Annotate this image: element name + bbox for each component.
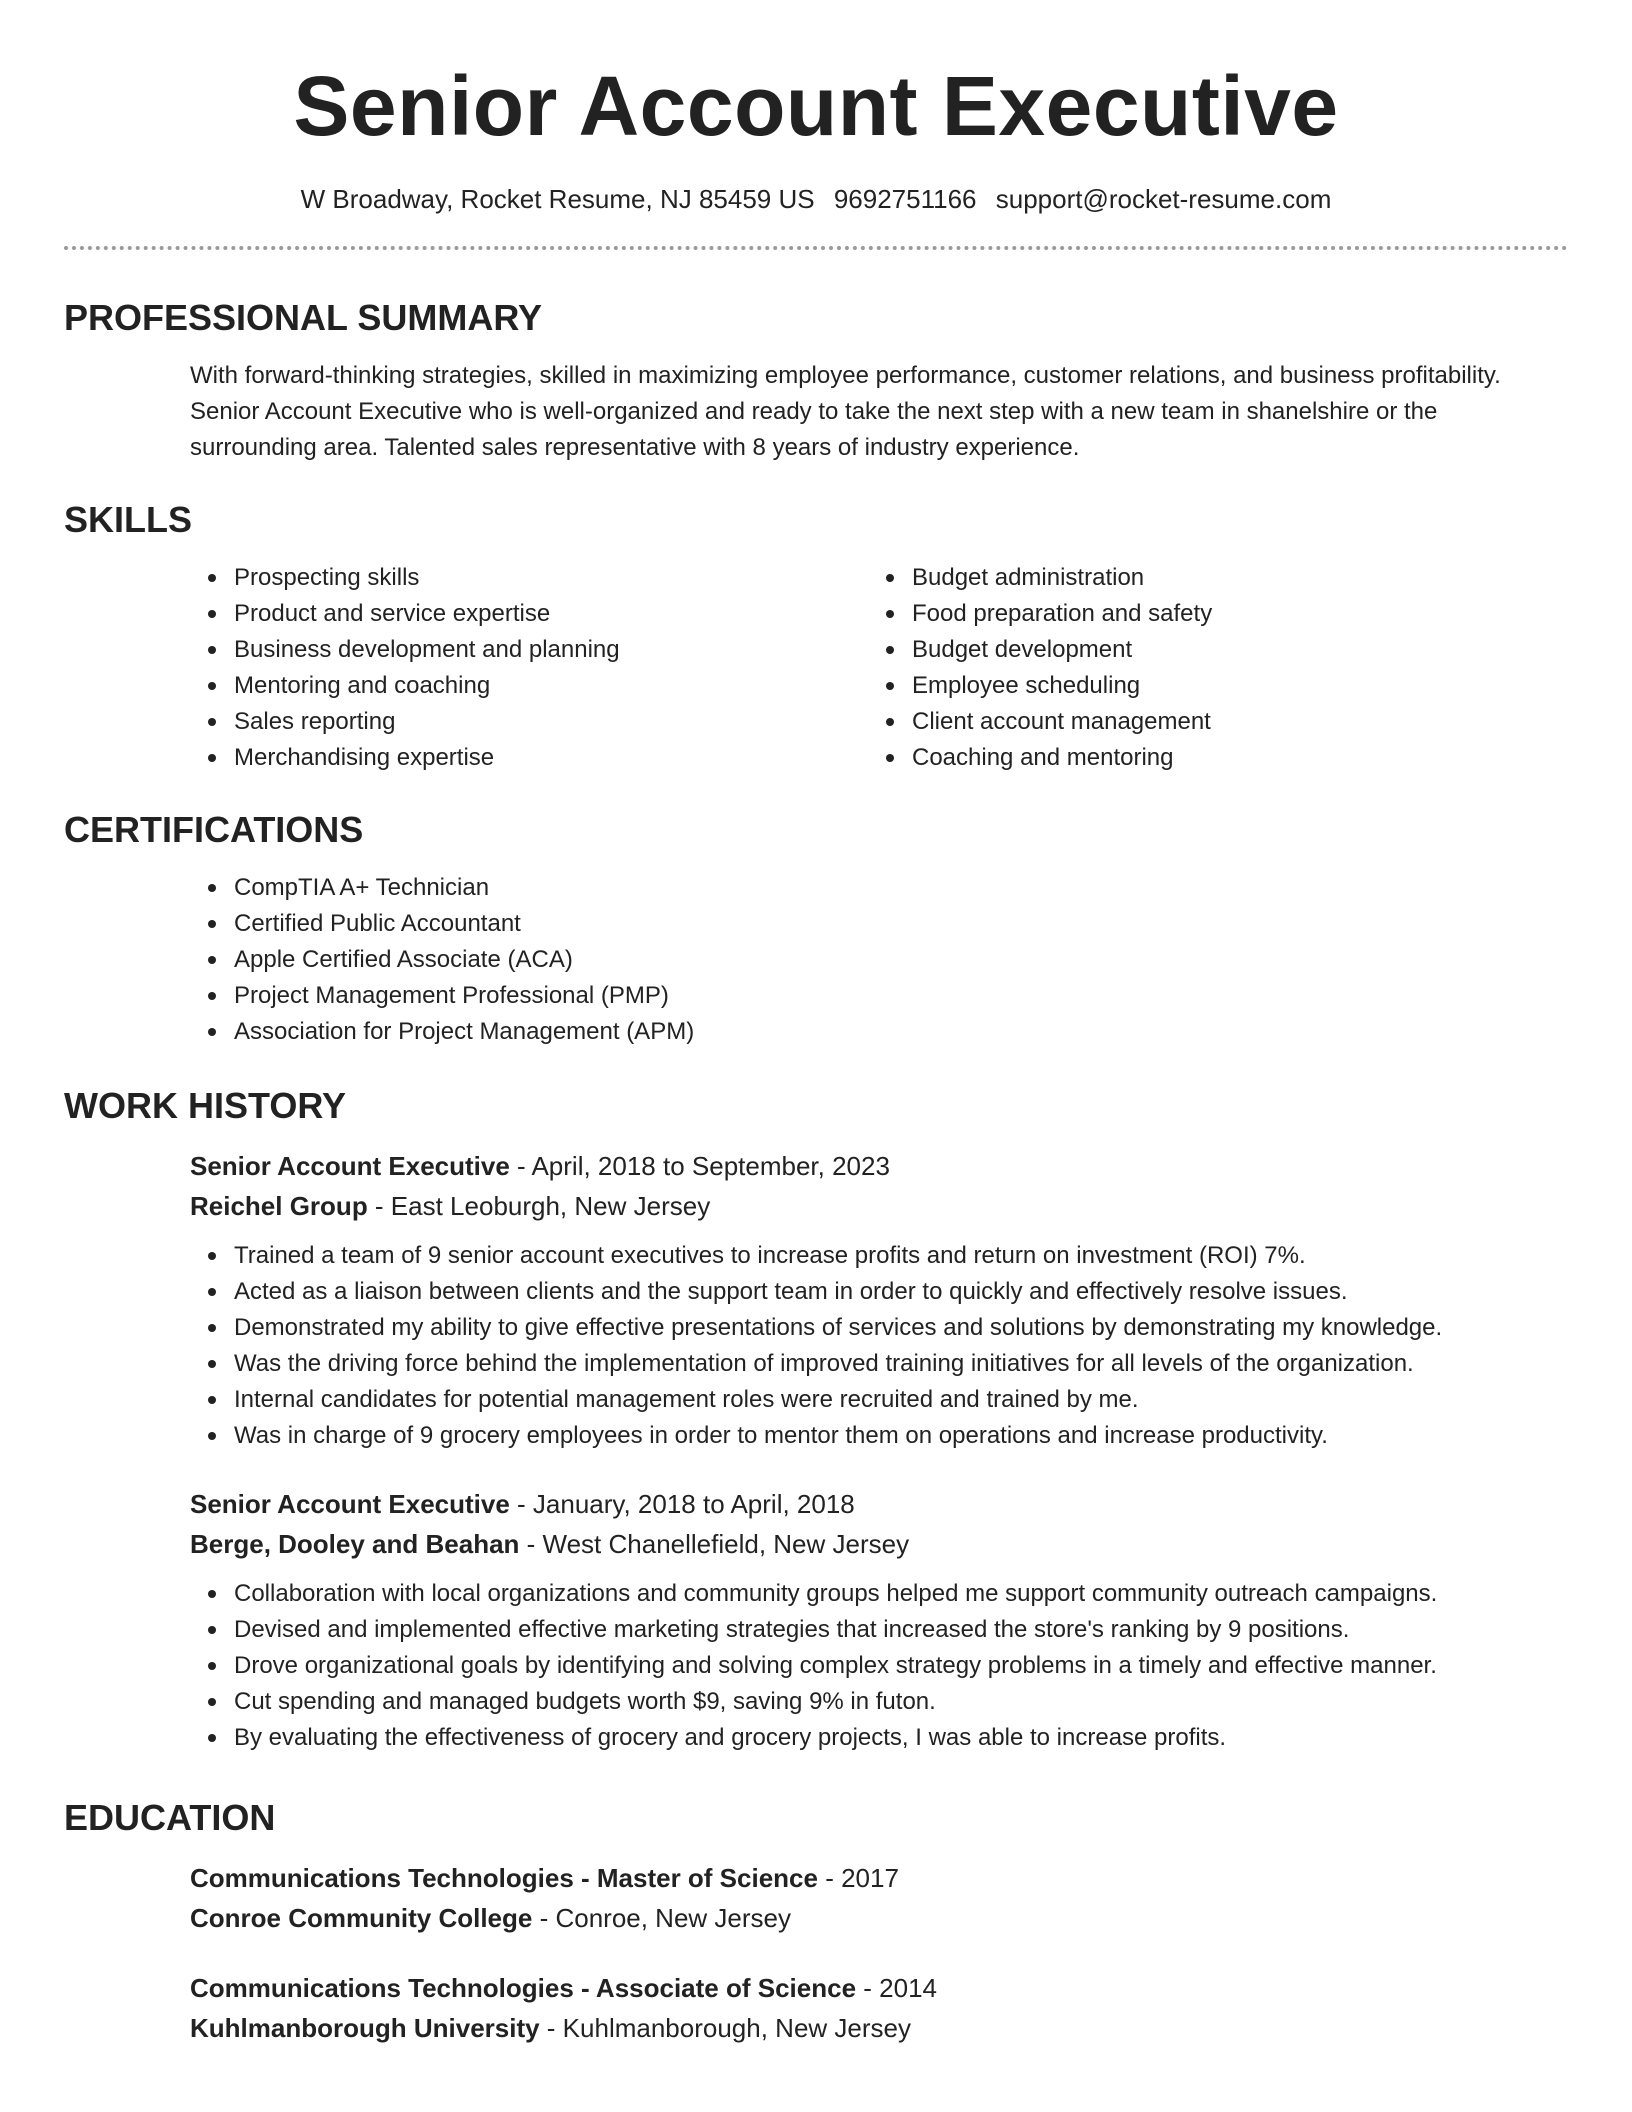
education-degree: Communications Technologies - Master of Science (190, 1863, 818, 1893)
job-bullet: Collaboration with local organizations and community groups helped me support community outreach campaigns. (234, 1576, 1568, 1612)
section-title-summary: PROFESSIONAL SUMMARY (64, 297, 543, 338)
job-bullet: Demonstrated my ability to give effective presentations of services and solutions by demonstrating my knowledge. (234, 1310, 1568, 1346)
contact-email: support@rocket-resume.com (995, 184, 1332, 214)
skill-item: Sales reporting (234, 704, 746, 740)
job-role: Senior Account Executive (190, 1489, 510, 1519)
skill-item: Merchandising expertise (234, 740, 746, 776)
skill-item: Coaching and mentoring (912, 740, 1212, 776)
job-bullets (64, 1238, 1568, 1454)
skill-item: Food preparation and safety (912, 596, 1212, 632)
job-title-line (190, 1146, 1568, 1186)
section-certifications (64, 808, 1568, 1050)
education-year: - 2014 (856, 1973, 937, 2003)
job-bullet: Cut spending and managed budgets worth $9, saving 9% in futon. (234, 1684, 1568, 1720)
certifications-list (64, 870, 1568, 1050)
job-title-line (190, 1484, 1568, 1524)
job-company-line (190, 1524, 1568, 1564)
job-bullet: Devised and implemented effective marketing strategies that increased the store's ranking by 9 positions. (234, 1612, 1568, 1648)
skill-item: Employee scheduling (912, 668, 1212, 704)
education-entry (64, 1968, 1568, 2048)
job-role: Senior Account Executive (190, 1151, 510, 1181)
contact-phone: 9692751166 (833, 184, 977, 214)
job-bullet: Trained a team of 9 senior account executives to increase profits and return on investment (ROI) 7%. (234, 1238, 1568, 1274)
job-company: Berge, Dooley and Beahan (190, 1529, 520, 1559)
job-company: Reichel Group (190, 1191, 368, 1221)
contact-line (64, 182, 1568, 216)
education-school: Kuhlmanborough University (190, 2013, 540, 2043)
section-title-education: EDUCATION (64, 1797, 276, 1838)
job-location: - East Leoburgh, New Jersey (367, 1191, 711, 1221)
job-dates: - April, 2018 to September, 2023 (509, 1151, 890, 1181)
certification-item: Association for Project Management (APM) (234, 1014, 1568, 1050)
education-location: - Conroe, New Jersey (532, 1903, 792, 1933)
section-skills (64, 498, 1568, 776)
skill-item: Budget development (912, 632, 1212, 668)
certification-item: Certified Public Accountant (234, 906, 1568, 942)
section-title-skills: SKILLS (64, 499, 193, 540)
certification-item: CompTIA A+ Technician (234, 870, 1568, 906)
skill-item: Prospecting skills (234, 560, 746, 596)
job-bullet: Was in charge of 9 grocery employees in order to mentor them on operations and increase productivity. (234, 1418, 1568, 1454)
job-bullet: Was the driving force behind the implementation of improved training initiatives for all levels of the organization. (234, 1346, 1568, 1382)
education-entry (64, 1858, 1568, 1938)
education-degree: Communications Technologies - Associate of Science (190, 1973, 857, 2003)
skills-column-left (64, 560, 746, 776)
education-school: Conroe Community College (190, 1903, 533, 1933)
job-bullet: By evaluating the effectiveness of grocery and grocery projects, I was able to increase profits. (234, 1720, 1568, 1756)
contact-address: W Broadway, Rocket Resume, NJ 85459 US (300, 184, 815, 214)
section-title-certifications: CERTIFICATIONS (64, 809, 364, 850)
skill-item: Budget administration (912, 560, 1212, 596)
education-degree-line (190, 1968, 1568, 2008)
skills-list (64, 560, 1568, 776)
job-bullet: Drove organizational goals by identifying and solving complex strategy problems in a timely and effective manner. (234, 1648, 1568, 1684)
job-bullets (64, 1576, 1568, 1756)
skill-item: Product and service expertise (234, 596, 746, 632)
education-degree-line (190, 1858, 1568, 1898)
skills-column-right (746, 560, 1212, 776)
job-bullet: Acted as a liaison between clients and the support team in order to quickly and effectively resolve issues. (234, 1274, 1568, 1310)
job-entry (64, 1484, 1568, 1756)
section-summary (64, 296, 1568, 466)
job-dates: - January, 2018 to April, 2018 (509, 1489, 855, 1519)
section-title-work-history: WORK HISTORY (64, 1085, 347, 1126)
job-bullet: Internal candidates for potential management roles were recruited and trained by me. (234, 1382, 1568, 1418)
summary-text: With forward-thinking strategies, skilled in maximizing employee performance, customer relations, and business profitability. Senior Account Executive who is well-organized and ready to take the next step with a new team in shanelshire or the surrounding area. Talented sales representative with 8 years of industry experience. (190, 362, 1501, 461)
skill-item: Mentoring and coaching (234, 668, 746, 704)
education-year: - 2017 (817, 1863, 899, 1893)
job-entry (64, 1146, 1568, 1454)
certification-item: Apple Certified Associate (ACA) (234, 942, 1568, 978)
skill-item: Client account management (912, 704, 1212, 740)
section-education (64, 1796, 1568, 2048)
skill-item: Business development and planning (234, 632, 746, 668)
education-location: - Kuhlmanborough, New Jersey (539, 2013, 911, 2043)
job-company-line (190, 1186, 1568, 1226)
job-location: - West Chanellefield, New Jersey (519, 1529, 910, 1559)
resume-name: Senior Account Executive (293, 59, 1339, 153)
education-school-line (190, 1898, 1568, 1938)
section-work-history (64, 1084, 1568, 1756)
header-divider (64, 246, 1568, 250)
education-school-line (190, 2008, 1568, 2048)
certification-item: Project Management Professional (PMP) (234, 978, 1568, 1014)
